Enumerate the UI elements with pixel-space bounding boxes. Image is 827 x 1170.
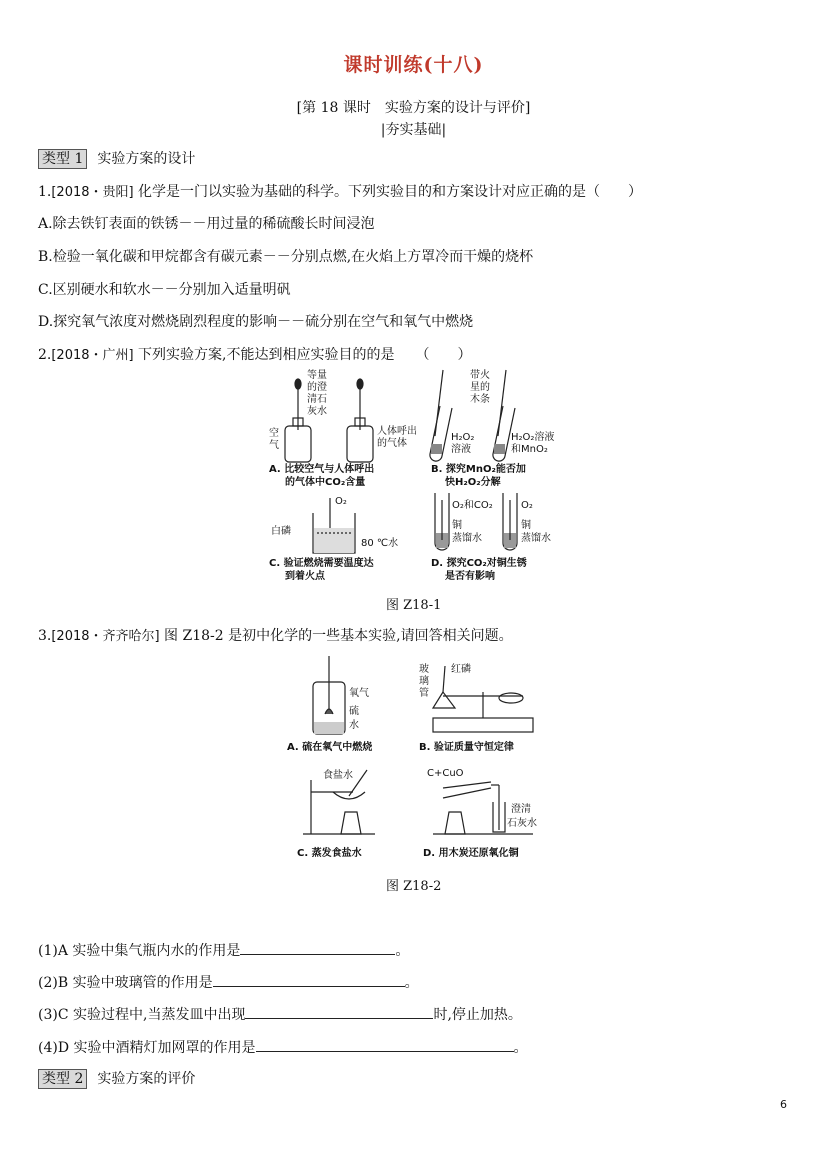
fig1-a-caption-0: A. 比较空气与人体呼出	[269, 464, 375, 475]
fig1-d-label-4: 铜	[521, 520, 531, 531]
fig2-b-label-1: 璃	[419, 676, 429, 687]
fig1-b-label-2: 木条	[470, 394, 490, 405]
q3-sub-2	[38, 972, 419, 992]
fig1-b-caption-0: B. 探究MnO₂能否加	[431, 464, 526, 475]
fig2-d-label-2: 石灰水	[507, 818, 537, 829]
fig1-a-label-4: 空	[269, 428, 279, 439]
type1-heading	[38, 148, 195, 169]
type1-tag: 类型 1	[38, 149, 87, 169]
type2-heading	[38, 1068, 195, 1089]
q3-stem-text: 图 Z18-2 是初中化学的一些基本实验,请回答相关问题。	[164, 628, 513, 644]
q3-sub-3	[38, 1004, 522, 1024]
fig2-b-label-3: 红磷	[451, 664, 471, 675]
q3-number: 3.	[38, 628, 52, 644]
fig1-d-label-2: 铜	[452, 520, 462, 531]
fig2-b-apparatus	[433, 666, 533, 732]
fig2-d-caption: D. 用木炭还原氧化铜	[423, 848, 519, 859]
fig2-a-apparatus	[313, 656, 345, 734]
fig1-a-label-1: 的澄	[307, 382, 327, 393]
q1-option-a: A.除去铁钉表面的铁锈－－用过量的稀硫酸长时间浸泡	[38, 216, 375, 232]
fig2-a-label-1: 硫	[349, 706, 359, 717]
fig1-a-apparatus	[285, 379, 373, 462]
fig1-c-label-0: O₂	[335, 496, 347, 507]
fig2-b-label-0: 玻	[419, 664, 429, 675]
type2-text: 实验方案的评价	[97, 1071, 196, 1087]
fig1-a-label-2: 清石	[307, 394, 327, 405]
fig1-d-label-0: O₂和CO₂	[452, 500, 493, 511]
q3-stem	[38, 625, 513, 645]
q2-stem	[38, 344, 472, 364]
fig2-c-caption: C. 蒸发食盐水	[297, 848, 362, 859]
q3-sub-2-answer-blank[interactable]	[213, 972, 405, 987]
fig1-b-label-4: 溶液	[451, 444, 471, 455]
q3-sub-3-text: (3)C 实验过程中,当蒸发皿中出现	[38, 1007, 246, 1023]
figure-z18-2-caption: 图 Z18-2	[386, 879, 442, 894]
fig1-c-caption-0: C. 验证燃烧需要温度达	[269, 558, 374, 569]
fig2-d-label-1: 澄清	[511, 804, 531, 815]
q1-option-b: B.检验一氧化碳和甲烷都含有碳元素－－分别点燃,在火焰上方罩冷而干燥的烧杯	[38, 249, 534, 265]
fig2-a-label-0: 氧气	[349, 688, 369, 699]
fig1-d-caption-0: D. 探究CO₂对铜生锈	[431, 558, 527, 569]
fig1-d-label-1: O₂	[521, 500, 533, 511]
fig2-a-label-2: 水	[349, 720, 359, 731]
q1-stem	[38, 181, 642, 201]
fig1-d-label-5: 蒸馏水	[521, 533, 551, 544]
fig1-c-caption-1: 到着火点	[285, 571, 325, 582]
q2-stem-text: 下列实验方案,不能达到相应实验目的的是 （ ）	[138, 347, 472, 363]
q1-source: [2018・贵阳]	[51, 185, 134, 200]
q3-sub-4-text: (4)D 实验中酒精灯加网罩的作用是	[38, 1040, 256, 1056]
q3-source: [2018・齐齐哈尔]	[51, 629, 160, 644]
fig1-b-label-3: H₂O₂	[451, 432, 475, 443]
fig1-b-label-0: 带火	[470, 370, 490, 381]
fig2-c-label-0: 食盐水	[323, 770, 353, 781]
q3-sub-3-answer-blank[interactable]	[245, 1004, 433, 1019]
figure-z18-1-caption: 图 Z18-1	[386, 598, 442, 613]
fig1-b-label-5: H₂O₂溶液	[511, 432, 555, 443]
page-title: 课时训练(十八)	[343, 54, 484, 76]
fig1-b-label-6: 和MnO₂	[511, 444, 548, 455]
q3-sub-1-post: 。	[395, 943, 410, 959]
q3-sub-3-post: 时,停止加热。	[433, 1007, 522, 1023]
fig1-a-label-3: 灰水	[307, 406, 327, 417]
q1-stem-text: 化学是一门以实验为基础的科学。下列实验目的和方案设计对应正确的是（ ）	[138, 184, 643, 200]
q1-option-d: D.探究氧气浓度对燃烧剧烈程度的影响－－硫分别在空气和氧气中燃烧	[38, 314, 474, 330]
fig2-d-label-0: C+CuO	[427, 768, 464, 779]
fig2-b-caption: B. 验证质量守恒定律	[419, 742, 514, 753]
q3-sub-1-text: (1)A 实验中集气瓶内水的作用是	[38, 943, 241, 959]
fig2-a-caption: A. 硫在氧气中燃烧	[287, 742, 373, 753]
q2-source: [2018・广州]	[51, 348, 134, 363]
fig1-b-label-1: 星的	[470, 382, 490, 393]
section-heading: |夯实基础|	[380, 122, 447, 138]
q3-sub-2-text: (2)B 实验中玻璃管的作用是	[38, 975, 213, 991]
q1-number: 1.	[38, 184, 52, 200]
fig1-a-label-7: 的气体	[377, 438, 407, 449]
q1-option-c: C.区别硬水和软水－－分别加入适量明矾	[38, 282, 291, 298]
fig1-d-caption-1: 是否有影响	[445, 571, 495, 582]
fig1-c-label-1: 白磷	[271, 526, 291, 537]
type1-text: 实验方案的设计	[97, 151, 196, 167]
q3-sub-4-post: 。	[513, 1040, 528, 1056]
fig1-d-label-3: 蒸馏水	[452, 533, 482, 544]
fig1-c-apparatus	[313, 498, 355, 553]
type2-tag: 类型 2	[38, 1069, 87, 1089]
fig1-a-caption-1: 的气体中CO₂含量	[285, 477, 366, 488]
q3-sub-1	[38, 940, 409, 960]
q2-number: 2.	[38, 347, 52, 363]
q3-sub-4	[38, 1037, 528, 1057]
fig1-c-label-2: 80 ℃水	[361, 538, 399, 549]
page-number: 6	[780, 1098, 787, 1111]
fig1-a-label-6: 人体呼出	[377, 426, 417, 437]
fig2-b-label-2: 管	[419, 688, 429, 699]
figure-z18-1	[255, 368, 575, 594]
figure-z18-2	[283, 652, 553, 866]
q3-sub-4-answer-blank[interactable]	[256, 1037, 514, 1052]
q3-sub-2-post: 。	[404, 975, 419, 991]
fig1-a-label-5: 气	[269, 440, 279, 451]
fig1-b-caption-1: 快H₂O₂分解	[445, 477, 501, 488]
q3-sub-1-answer-blank[interactable]	[240, 940, 395, 955]
fig1-a-label-0: 等量	[307, 370, 327, 381]
lesson-subtitle: [第 18 课时 实验方案的设计与评价]	[296, 100, 531, 116]
